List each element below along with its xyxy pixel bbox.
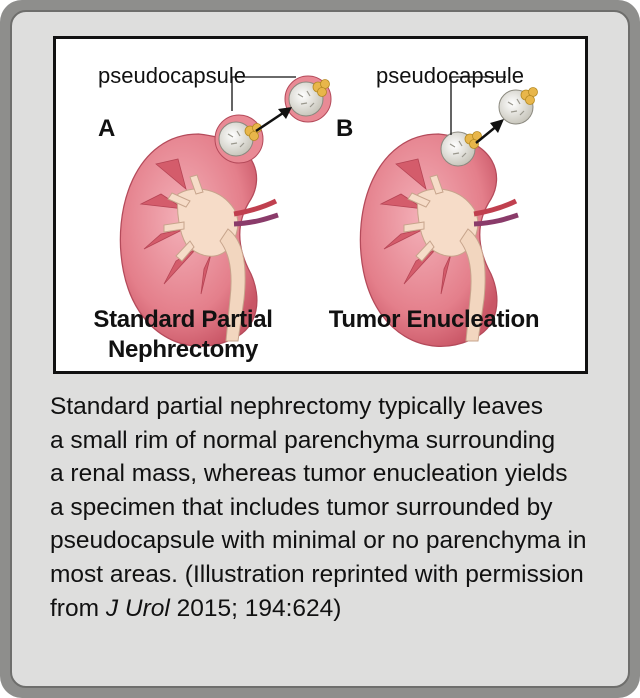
pseudocapsule-label-a: pseudocapsule (98, 63, 247, 88)
panel-b-title: Tumor Enucleation (328, 306, 540, 333)
caption-line: a small rim of normal parenchyma surrounding (50, 426, 556, 454)
figure-caption (50, 390, 610, 625)
caption-line: pseudocapsule with minimal or no parenchyma in (50, 527, 587, 555)
panel-b-letter: B (336, 115, 354, 142)
caption-line-citation (50, 592, 610, 626)
caption-line: a renal mass, whereas tumor enucleation yields (50, 460, 568, 488)
panel-a-title-line2: Nephrectomy (107, 336, 259, 363)
journal-name: J Urol (105, 594, 170, 622)
pseudocapsule-label-b: pseudocapsule (376, 63, 525, 88)
caption-line: most areas. (Illustration reprinted with permission (50, 560, 584, 588)
specimen-a-icon (285, 76, 331, 122)
arrow-a-icon (256, 107, 292, 131)
caption-citation-detail: 2015; 194:624) (169, 594, 342, 622)
panel-a-title (78, 305, 288, 365)
caption-from: from (50, 594, 106, 622)
panel-a-title-line1: Standard Partial (93, 306, 273, 333)
caption-line: Standard partial nephrectomy typically leaves (50, 393, 543, 420)
panel-a-letter: A (98, 115, 116, 142)
illustration-figure (53, 36, 588, 374)
specimen-b-icon (499, 88, 538, 125)
arrow-b-icon (476, 119, 504, 143)
caption-line: a specimen that includes tumor surrounded by (50, 493, 553, 521)
